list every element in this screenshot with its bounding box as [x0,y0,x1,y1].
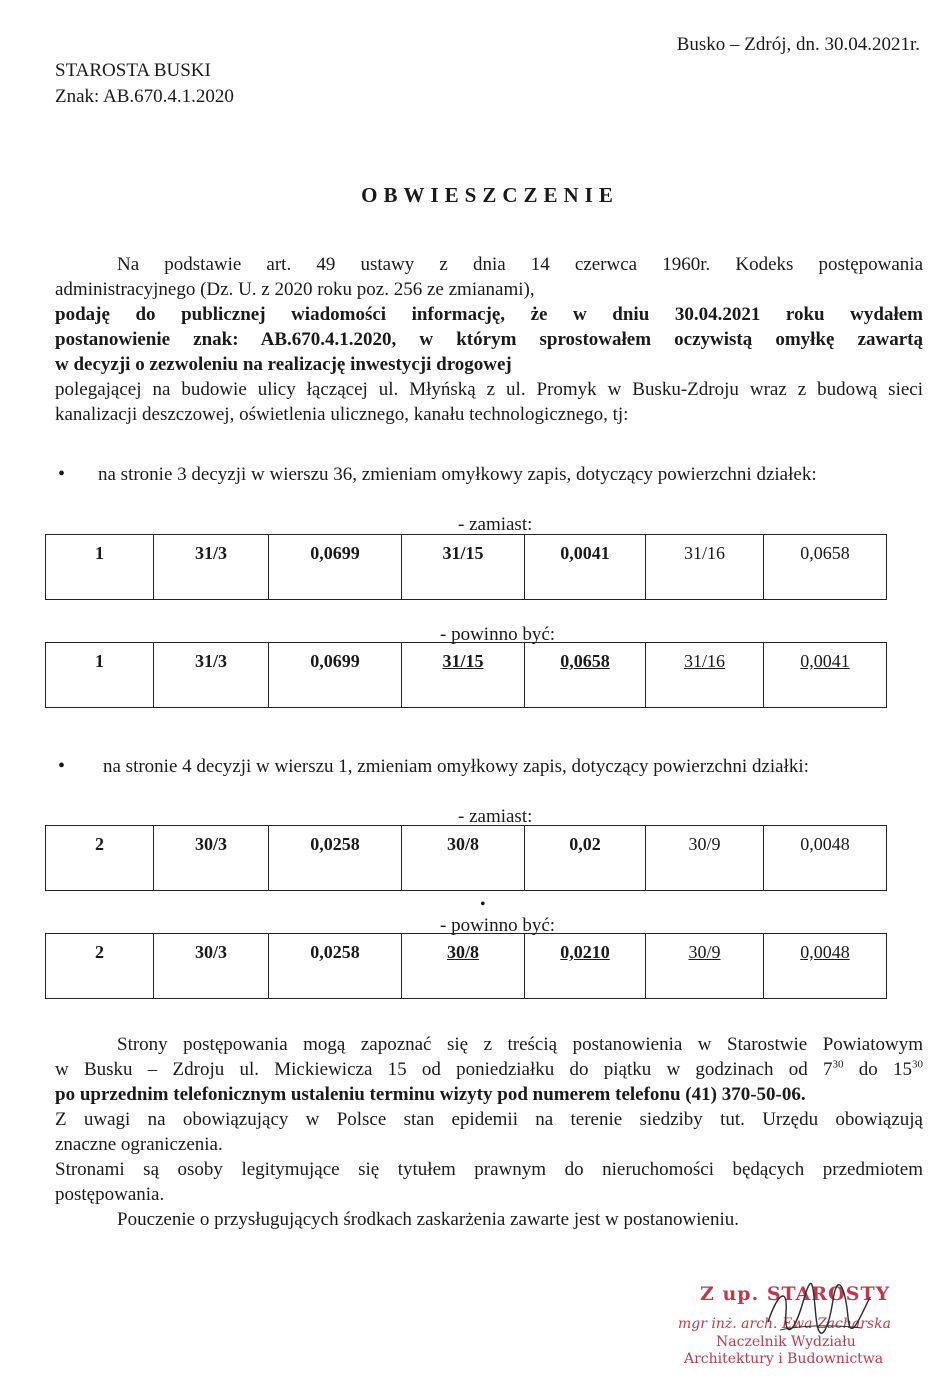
time-1-minutes: 30 [832,1058,844,1071]
table-cell: 30/8 [402,934,525,999]
table-cell: 0,0048 [764,826,887,891]
stamp-line-4: Architektury i Budownictwa [684,1351,884,1367]
table-cell: 2 [46,934,154,999]
table-cell: 30/9 [646,826,764,891]
table-cell: 30/3 [154,934,269,999]
intro-line-2: administracyjnego (Dz. U. z 2020 roku poz. 256 ze zmianami), [55,279,535,300]
bullet-2-text: na stronie 4 decyzji w wierszu 1, zmieniam omyłkowy zapis, dotyczący powierzchni działki: [103,756,809,777]
time-2-minutes: 30 [912,1058,924,1071]
issuer-block [55,58,234,110]
closing-line-1: Strony postępowania mogą zapoznać się z treścią postanowienia w Starostwie Powiatowym [117,1034,923,1055]
caption-instead-1: - zamiast: [458,514,533,535]
table-cell: 1 [46,535,154,600]
document-title: OBWIESZCZENIE [361,183,619,207]
closing-bold-line: po uprzednim telefonicznym ustaleniu terminu wizyty pod numerem telefonu (41) 370-50-06. [55,1084,806,1105]
table-cell: 0,0041 [764,643,887,708]
table-cell: 0,0699 [269,643,402,708]
stamp-line-1: Z up. STAROSTY [700,1283,891,1305]
intro-bold-line-3: w decyzji o zezwoleniu na realizację inwestycji drogowej [55,354,512,375]
table-cell: 2 [46,826,154,891]
table-cell: 30/8 [402,826,525,891]
table-cell: 0,0699 [269,535,402,600]
table-cell: 0,0658 [525,643,646,708]
caption-should-be-1: - powinno być: [440,624,556,645]
table-cell: 0,0048 [764,934,887,999]
intro-bold-line-2: postanowienie znak: AB.670.4.1.2020, w którym sprostowałem oczywistą omyłkę zawartą [55,329,923,350]
stray-bullet-marker: • [480,896,486,913]
closing-line-2 [55,1057,923,1082]
table-cell: 31/16 [646,643,764,708]
table-cell: 0,02 [525,826,646,891]
parcel-table-1-correct [45,642,887,708]
table-row [46,535,887,600]
reference-number: Znak: AB.670.4.1.2020 [55,86,234,107]
bullet-2-marker: • [58,755,66,777]
table-cell: 31/3 [154,535,269,600]
intro-line-4: kanalizacji deszczowej, oświetlenia ulicznego, kanału technologicznego, tj: [55,404,629,425]
caption-should-be-2: - powinno być: [440,915,556,936]
parcel-table-1-instead [45,534,887,600]
intro-paragraph [55,252,923,427]
table-cell: 0,0210 [525,934,646,999]
closing-line-2-mid: do 15 [843,1059,913,1080]
table-cell: 0,0658 [764,535,887,600]
caption-instead-2: - zamiast: [458,806,533,827]
table-cell: 31/3 [154,643,269,708]
closing-line-7: Pouczenie o przysługujących środkach zaskarżenia zawarte jest w postanowieniu. [117,1209,740,1230]
intro-bold-line-1: podaję do publicznej wiadomości informację, że w dniu 30.04.2021 roku wydałem [55,304,923,325]
table-cell: 31/15 [402,643,525,708]
closing-line-3: Z uwagi na obowiązujący w Polsce stan epidemii na terenie siedziby tut. Urzędu obowiązują [55,1109,923,1130]
issuer-name: STAROSTA BUSKI [55,60,211,81]
closing-line-5: Stronami są osoby legitymujące się tytułem prawnym do nieruchomości będących przedmiotem [55,1159,923,1180]
table-cell: 30/9 [646,934,764,999]
table-cell: 30/3 [154,826,269,891]
bullet-1-marker: • [58,463,66,485]
bullet-1-text: na stronie 3 decyzji w wierszu 36, zmieniam omyłkowy zapis, dotyczący powierzchni działek: [98,464,817,485]
intro-line-3: polegającej na budowie ulicy łączącej ul. Młyńską z ul. Promyk w Busku-Zdroju wraz z budową sieci [55,379,923,400]
closing-line-2-text: w Busku – Zdroju ul. Mickiewicza 15 od poniedziałku do piątku w godzinach od 7 [55,1059,833,1080]
table-cell: 31/15 [402,535,525,600]
parcel-table-2-instead [45,825,887,891]
intro-line-1: Na podstawie art. 49 ustawy z dnia 14 czerwca 1960r. Kodeks postępowania [117,254,923,275]
table-row [46,826,887,891]
table-row [46,934,887,999]
parcel-table-2-correct [45,933,887,999]
table-cell: 31/16 [646,535,764,600]
table-cell: 1 [46,643,154,708]
place-date: Busko – Zdrój, dn. 30.04.2021r. [676,34,920,55]
closing-line-6: postępowania. [55,1184,165,1205]
closing-line-4: znaczne ograniczenia. [55,1134,223,1155]
table-cell: 0,0258 [269,826,402,891]
table-row [46,643,887,708]
handwritten-signature [758,1282,878,1352]
table-cell: 0,0258 [269,934,402,999]
table-cell: 0,0041 [525,535,646,600]
closing-paragraph [55,1032,923,1232]
stamp-line-3: Naczelnik Wydziału [716,1334,856,1350]
stamp-line-2: mgr inż. arch. Ewa Zacharska [678,1316,891,1332]
